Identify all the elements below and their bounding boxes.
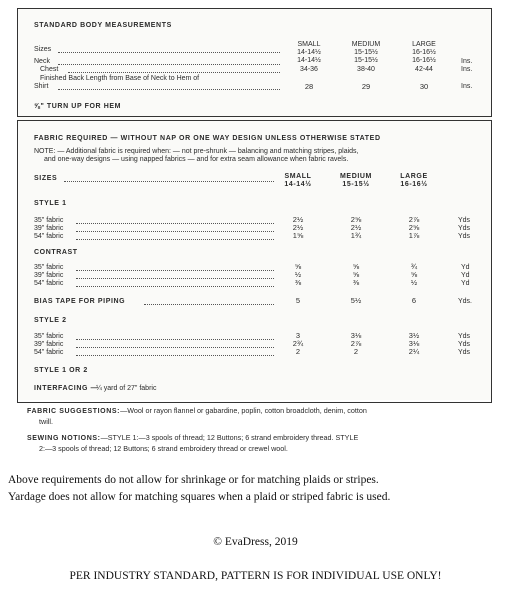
contrast-54-unit: Yd [461, 280, 470, 287]
dotted-leader [76, 223, 274, 224]
size-header-medium-range: 15-15½ [342, 181, 370, 188]
back-length-small: 28 [304, 82, 314, 91]
dotted-leader [76, 270, 274, 271]
style2-39-unit: Yds [458, 341, 471, 348]
style2-35-large: 3½ [408, 331, 420, 340]
style1-39-small: 2½ [292, 223, 304, 232]
body-measurements-title: STANDARD BODY MEASUREMENTS [34, 22, 172, 29]
style2-35-unit: Yds [458, 333, 471, 340]
dotted-leader [76, 239, 274, 240]
style2-35-medium: 3⅛ [350, 331, 362, 340]
size-large-range: 16-16½ [412, 49, 436, 56]
dotted-leader [64, 181, 274, 182]
style1-54-small: 1⅝ [292, 231, 304, 240]
bias-tape-label: BIAS TAPE FOR PIPING [34, 298, 126, 305]
dotted-leader [58, 52, 280, 53]
style2-54-medium: 2 [353, 347, 359, 356]
style1-35-small: 2½ [292, 215, 304, 224]
contrast-35-large: ¾ [410, 262, 418, 271]
contrast-39-medium: ⅝ [352, 270, 360, 279]
style2-39-small: 2¾ [292, 339, 304, 348]
style2-fabric-54: 54" fabric [34, 349, 64, 356]
bias-tape-large: 6 [411, 296, 417, 305]
style2-39-medium: 2⅞ [350, 339, 362, 348]
contrast-39-large: ⅝ [410, 270, 418, 279]
size-large-name: LARGE [412, 41, 436, 48]
fabric-note-line-2: and one-way designs — using napped fabrics — and for extra seam allowance when fabric ravels. [44, 156, 349, 163]
fabric-suggestions-label: FABRIC SUGGESTIONS: [27, 408, 121, 415]
sizes-row-label: Sizes [34, 46, 52, 53]
size-header-small: SMALL [284, 173, 312, 180]
style1-label: STYLE 1 [34, 200, 67, 207]
chest-unit: Ins. [461, 66, 473, 73]
hem-note: ⅝" TURN UP FOR HEM [34, 103, 122, 110]
footer-note-shrinkage: Above requirements do not allow for shrinkage or for matching plaids or stripes. [8, 474, 379, 486]
dotted-leader [68, 72, 280, 73]
copyright: © EvaDress, 2019 [213, 536, 298, 548]
contrast-39-small: ½ [294, 270, 302, 279]
style2-label: STYLE 2 [34, 317, 67, 324]
contrast-fabric-39: 39" fabric [34, 272, 64, 279]
fabric-note-line-1: NOTE: — Additional fabric is required when: — not pre-shrunk — balancing and matching stripes, plaids, [34, 148, 359, 155]
fabric-suggestions-text: —Wool or rayon flannel or gabardine, poplin, cotton broadcloth, denim, cotton [120, 406, 367, 415]
contrast-39-unit: Yd [461, 272, 470, 279]
style2-fabric-35: 35" fabric [34, 333, 64, 340]
bias-tape-small: 5 [295, 296, 301, 305]
style2-fabric-39: 39" fabric [34, 341, 64, 348]
back-length-large: 30 [419, 82, 429, 91]
fabric-required-box [17, 120, 492, 403]
style2-54-unit: Yds [458, 349, 471, 356]
sewing-notions-line-1 [27, 434, 358, 443]
style-1-or-2-label: STYLE 1 OR 2 [34, 367, 88, 374]
back-length-unit: Ins. [461, 83, 473, 90]
sewing-notions-label: SEWING NOTIONS: [27, 435, 101, 442]
contrast-35-small: ⅝ [294, 262, 302, 271]
contrast-54-medium: ⅜ [352, 278, 360, 287]
style1-fabric-35: 35" fabric [34, 217, 64, 224]
style2-54-small: 2 [295, 347, 301, 356]
back-length-medium: 29 [361, 82, 371, 91]
style2-35-small: 3 [295, 331, 301, 340]
pattern-envelope-scan [17, 8, 492, 453]
interfacing-label: INTERFACING — [34, 385, 99, 392]
contrast-54-small: ⅜ [294, 278, 302, 287]
contrast-35-medium: ⅝ [352, 262, 360, 271]
interfacing-value: ¼ yard of 27" fabric [96, 385, 157, 392]
style1-54-medium: 1¾ [350, 231, 362, 240]
footer-note-yardage: Yardage does not allow for matching squares when a plaid or striped fabric is used. [8, 491, 391, 503]
dotted-leader [76, 355, 274, 356]
style1-35-unit: Yds [458, 217, 471, 224]
body-measurements-box [17, 8, 492, 117]
sewing-notions-text: —STYLE 1:—3 spools of thread; 12 Buttons; 6 strand embroidery thread. STYLE [100, 433, 359, 442]
dotted-leader [76, 339, 274, 340]
bias-tape-medium: 5½ [350, 296, 362, 305]
contrast-fabric-54: 54" fabric [34, 280, 64, 287]
size-small-range: 14-14½ [297, 49, 321, 56]
style1-54-large: 1⅞ [408, 231, 420, 240]
neck-large: 16-16½ [412, 57, 436, 64]
neck-label: Neck [34, 58, 50, 65]
chest-medium: 38-40 [357, 66, 375, 73]
back-length-label-2: Shirt [34, 83, 49, 90]
style1-fabric-54: 54" fabric [34, 233, 64, 240]
size-small-name: SMALL [297, 41, 321, 48]
chest-small: 34-36 [300, 66, 318, 73]
style1-39-large: 2⅝ [408, 223, 420, 232]
fabric-suggestions-line-1 [27, 407, 367, 416]
size-header-small-range: 14-14½ [284, 181, 312, 188]
neck-small: 14-14½ [297, 57, 321, 64]
style1-35-medium: 2⅝ [350, 215, 362, 224]
size-header-medium: MEDIUM [340, 173, 372, 180]
dotted-leader [144, 304, 274, 305]
size-medium-range: 15-15½ [354, 49, 378, 56]
back-length-label-1: Finished Back Length from Base of Neck to Hem of [40, 75, 200, 82]
style2-54-large: 2¼ [408, 347, 420, 356]
neck-medium: 15-15½ [354, 57, 378, 64]
contrast-35-unit: Yd [461, 264, 470, 271]
chest-label: Chest [40, 66, 59, 73]
size-header-large: LARGE [400, 173, 428, 180]
style1-39-medium: 2½ [350, 223, 362, 232]
style1-39-unit: Yds [458, 225, 471, 232]
dotted-leader [76, 286, 274, 287]
contrast-label: CONTRAST [34, 249, 78, 256]
contrast-54-large: ½ [410, 278, 418, 287]
dotted-leader [76, 278, 274, 279]
sizes-label: SIZES [34, 175, 58, 182]
style1-35-large: 2⅞ [408, 215, 420, 224]
style1-54-unit: Yds [458, 233, 471, 240]
dotted-leader [76, 347, 274, 348]
fabric-required-title: FABRIC REQUIRED — WITHOUT NAP OR ONE WAY DESIGN UNLESS OTHERWISE STATED [34, 135, 381, 142]
usage-warning: PER INDUSTRY STANDARD, PATTERN IS FOR INDIVIDUAL USE ONLY! [69, 570, 442, 582]
neck-unit: Ins. [461, 58, 473, 65]
sewing-notions-line-2: 2:—3 spools of thread; 12 Buttons; 6 strand embroidery thread or crewel wool. [39, 444, 288, 453]
chest-large: 42-44 [415, 66, 433, 73]
size-header-large-range: 16-16½ [400, 181, 428, 188]
style2-39-large: 3⅛ [408, 339, 420, 348]
style1-fabric-39: 39" fabric [34, 225, 64, 232]
contrast-fabric-35: 35" fabric [34, 264, 64, 271]
bias-tape-unit: Yds. [458, 298, 473, 305]
dotted-leader [58, 64, 280, 65]
dotted-leader [58, 89, 280, 90]
size-medium-name: MEDIUM [351, 41, 381, 48]
dotted-leader [76, 231, 274, 232]
fabric-suggestions-line-2: twill. [39, 417, 53, 426]
